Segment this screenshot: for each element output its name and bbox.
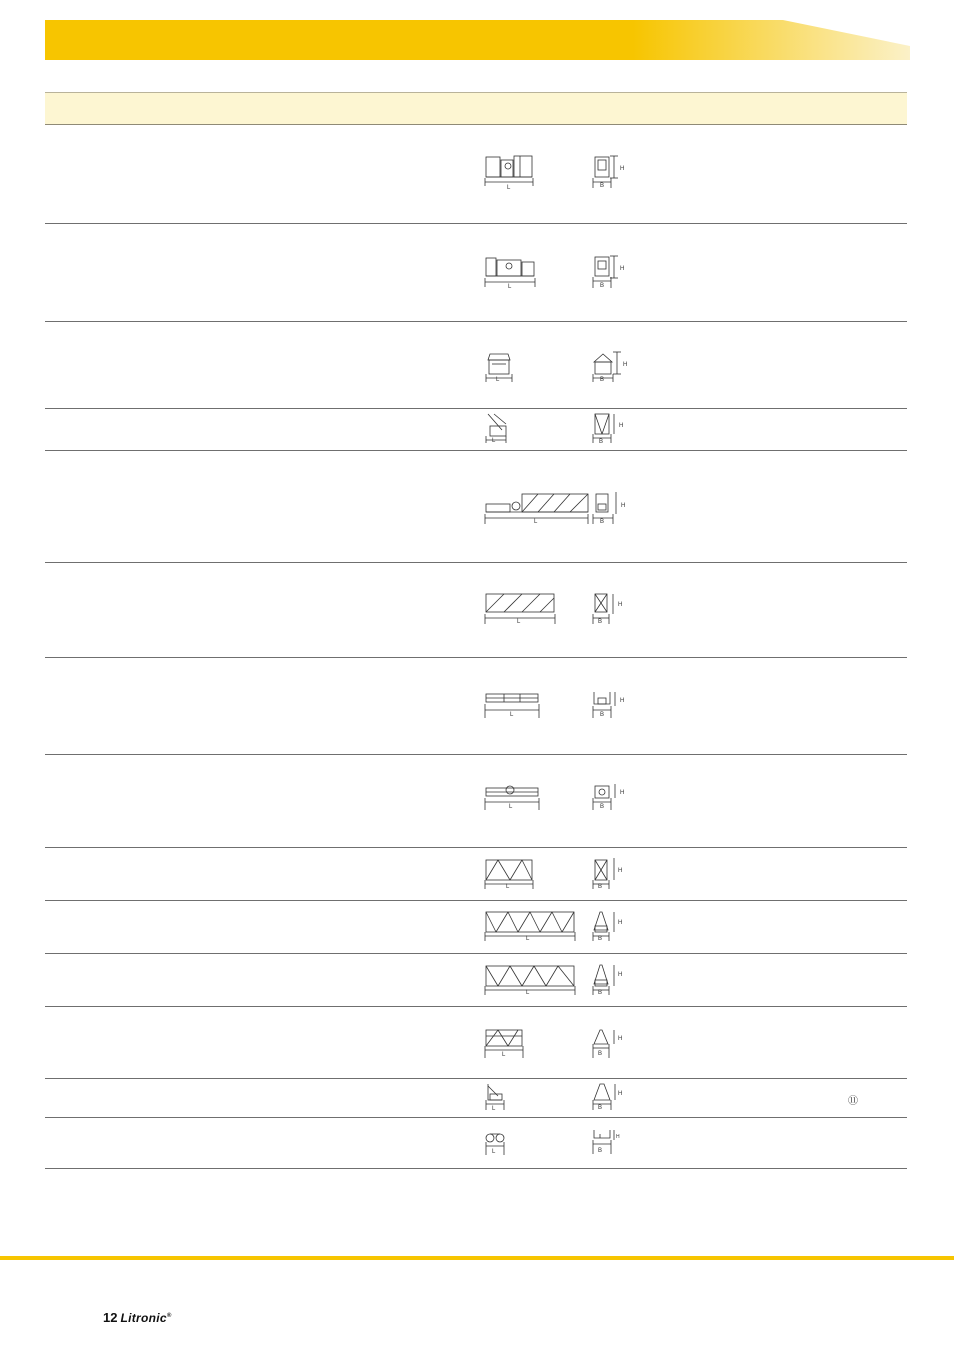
table-row bbox=[45, 658, 907, 755]
table-row bbox=[45, 409, 907, 451]
table-row bbox=[45, 1079, 907, 1118]
component-end-view bbox=[592, 1128, 632, 1156]
table-row bbox=[45, 901, 907, 954]
svg-text:B: B bbox=[598, 936, 603, 942]
footer-rule bbox=[0, 1256, 954, 1260]
svg-text:B: B bbox=[599, 439, 604, 444]
table-row bbox=[45, 1007, 907, 1079]
table-row bbox=[45, 755, 907, 848]
brand-logo: Litronic® bbox=[120, 1311, 172, 1325]
footnote-marker: ⑪ bbox=[848, 1096, 858, 1107]
table-row bbox=[45, 954, 907, 1007]
page-number: 12 bbox=[103, 1310, 118, 1325]
table-row bbox=[45, 451, 907, 563]
svg-text:H: H bbox=[618, 1091, 623, 1097]
component-side-view bbox=[484, 1026, 526, 1060]
svg-text:H: H bbox=[618, 920, 623, 926]
svg-text:H: H bbox=[616, 1134, 620, 1140]
svg-text:B: B bbox=[598, 884, 603, 890]
svg-text:B: B bbox=[600, 283, 605, 289]
component-side-view bbox=[484, 690, 542, 720]
page-footer bbox=[103, 1310, 172, 1325]
svg-text:L: L bbox=[492, 1106, 496, 1112]
component-end-view bbox=[592, 690, 632, 720]
svg-text:L: L bbox=[526, 936, 530, 942]
component-end-view bbox=[592, 490, 632, 526]
svg-text:H: H bbox=[618, 868, 623, 874]
component-side-view bbox=[484, 1128, 510, 1156]
component-end-view bbox=[592, 1026, 632, 1060]
component-side-view bbox=[484, 412, 510, 444]
svg-text:H: H bbox=[620, 790, 625, 796]
svg-text:B: B bbox=[600, 183, 605, 189]
svg-text:B: B bbox=[600, 804, 605, 810]
svg-text:B: B bbox=[598, 1148, 603, 1154]
component-side-view bbox=[484, 592, 558, 626]
svg-text:B: B bbox=[600, 519, 605, 525]
component-side-view bbox=[484, 350, 514, 384]
svg-text:L: L bbox=[508, 284, 512, 290]
table-header-band bbox=[45, 92, 907, 125]
component-end-view bbox=[592, 592, 632, 626]
svg-text:H: H bbox=[618, 602, 623, 608]
component-end-view bbox=[592, 350, 632, 384]
component-end-view bbox=[592, 1082, 632, 1112]
component-end-view bbox=[592, 412, 632, 444]
component-end-view bbox=[592, 856, 632, 890]
svg-text:H: H bbox=[619, 423, 624, 429]
svg-text:H: H bbox=[620, 698, 625, 704]
header-banner bbox=[45, 20, 910, 60]
table-row bbox=[45, 1118, 907, 1169]
svg-text:H: H bbox=[618, 1036, 623, 1042]
component-side-view bbox=[484, 490, 590, 526]
component-side-view bbox=[484, 154, 536, 190]
component-end-view bbox=[592, 910, 632, 942]
svg-text:H: H bbox=[620, 266, 625, 272]
table-row bbox=[45, 224, 907, 322]
component-side-view bbox=[484, 962, 578, 996]
component-end-view bbox=[592, 154, 632, 190]
svg-text:L: L bbox=[492, 1149, 496, 1155]
svg-text:L: L bbox=[510, 712, 514, 718]
component-end-view bbox=[592, 254, 632, 290]
svg-text:L: L bbox=[526, 990, 530, 996]
svg-text:L: L bbox=[534, 519, 538, 525]
svg-text:L: L bbox=[496, 377, 500, 383]
svg-text:B: B bbox=[600, 377, 605, 383]
table-row bbox=[45, 322, 907, 409]
component-side-view bbox=[484, 1082, 510, 1112]
svg-text:B: B bbox=[598, 1051, 603, 1057]
svg-text:L: L bbox=[509, 804, 513, 810]
component-end-view bbox=[592, 962, 632, 996]
svg-text:H: H bbox=[620, 166, 625, 172]
svg-text:L: L bbox=[506, 884, 510, 890]
svg-text:B: B bbox=[598, 619, 603, 625]
component-side-view bbox=[484, 780, 542, 812]
component-end-view bbox=[592, 780, 632, 812]
table-row bbox=[45, 848, 907, 901]
svg-text:L: L bbox=[492, 438, 496, 444]
component-side-view bbox=[484, 910, 578, 942]
svg-text:L: L bbox=[502, 1052, 506, 1058]
svg-text:L: L bbox=[507, 185, 511, 190]
table-row bbox=[45, 123, 907, 224]
svg-text:L: L bbox=[517, 619, 521, 625]
svg-text:B: B bbox=[598, 1105, 603, 1111]
table-row bbox=[45, 563, 907, 658]
component-side-view bbox=[484, 254, 538, 290]
svg-text:H: H bbox=[621, 503, 626, 509]
svg-text:H: H bbox=[618, 972, 623, 978]
svg-text:B: B bbox=[600, 712, 605, 718]
svg-text:H: H bbox=[623, 362, 628, 368]
component-side-view bbox=[484, 856, 536, 890]
svg-text:B: B bbox=[598, 990, 603, 996]
